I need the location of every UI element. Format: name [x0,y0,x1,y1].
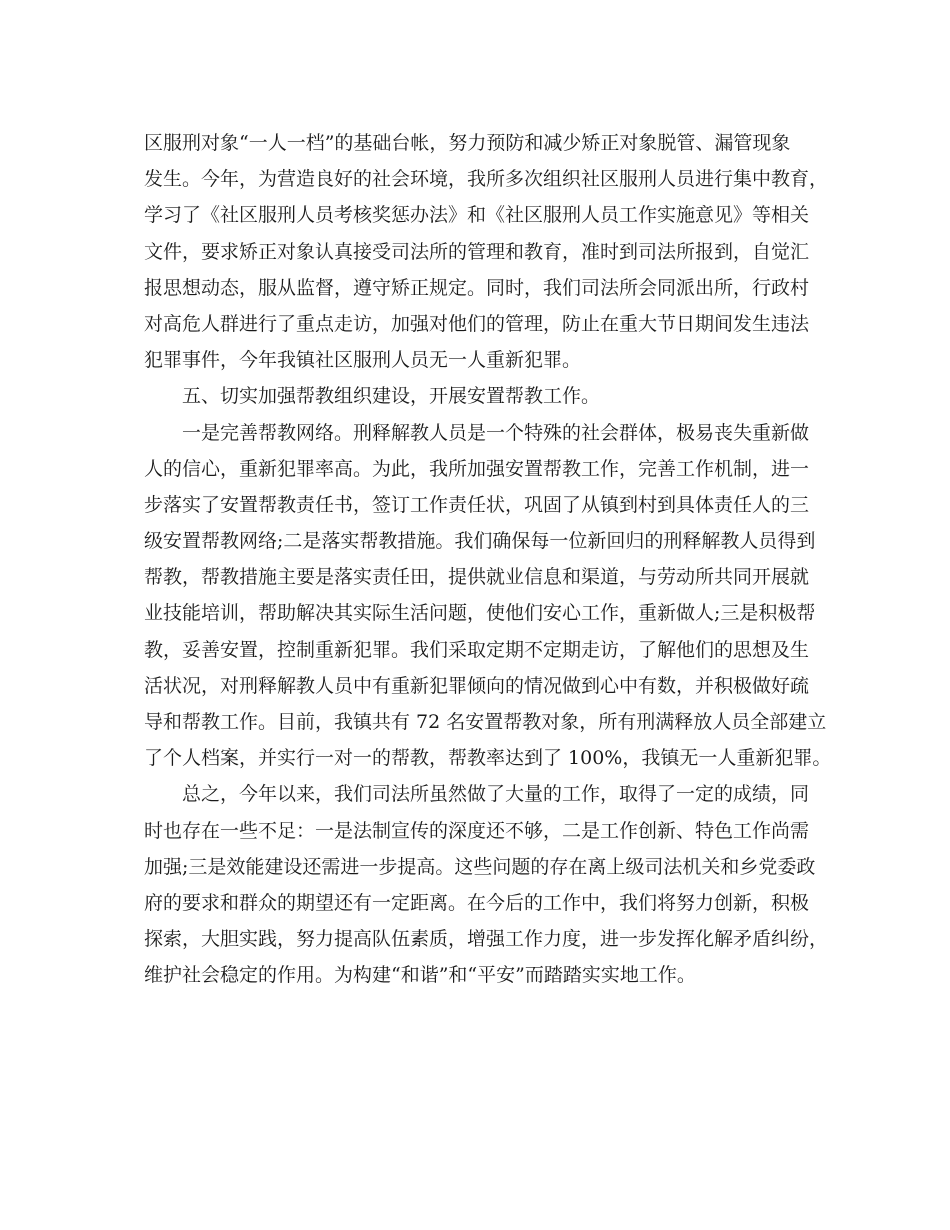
text-line: 犯罪事件，今年我镇社区服刑人员无一人重新犯罪。 [144,349,582,372]
text-line: 发生。今年，为营造良好的社会环境，我所多次组织社区服刑人员进行集中教育， [144,168,829,191]
text-line: 学习了《社区服刑人员考核奖惩办法》和《社区服刑人员工作实施意见》等相关 [144,204,810,227]
text-line: 人的信心，重新犯罪率高。为此，我所加强安置帮教工作，完善工作机制，进一 [144,457,810,480]
text-line: 了个人档案，并实行一对一的帮教，帮教率达到了 100%，我镇无一人重新犯罪。 [144,747,832,770]
text-line: 府的要求和群众的期望还有一定距离。在今后的工作中，我们将努力创新，积极 [144,891,810,914]
text-line: 导和帮教工作。目前，我镇共有 72 名安置帮教对象，所有刑满释放人员全部建立 [144,711,827,733]
section-heading: 五、切实加强帮教组织建设，开展安置帮教工作。 [182,385,601,408]
text-line: 活状况，对刑释解教人员中有重新犯罪倾向的情况做到心中有数，并积极做好疏 [144,674,810,697]
text-line: 报思想动态，服从监督，遵守矫正规定。同时，我们司法所会同派出所，行政村 [144,276,810,299]
text-line: 探索，大胆实践，努力提高队伍素质，增强工作力度，进一步发挥化解矛盾纠纷， [144,928,829,951]
text-line: 一是完善帮教网络。刑释解教人员是一个特殊的社会群体，极易丧失重新做 [182,421,810,444]
text-line: 对高危人群进行了重点走访，加强对他们的管理，防止在重大节日期间发生违法 [144,312,810,335]
text-line: 业技能培训，帮助解决其实际生活问题，使他们安心工作，重新做人;三是积极帮 [144,602,816,625]
text-line: 帮教，帮教措施主要是落实责任田，提供就业信息和渠道，与劳动所共同开展就 [144,566,810,589]
text-line: 教，妥善安置，控制重新犯罪。我们采取定期不定期走访，了解他们的思想及生 [144,638,810,661]
text-line: 总之，今年以来，我们司法所虽然做了大量的工作，取得了一定的成绩，同 [182,783,810,806]
text-line: 区服刑对象“一人一档”的基础台帐，努力预防和减少矫正对象脱管、漏管现象 [144,132,791,154]
text-line: 文件，要求矫正对象认真接受司法所的管理和教育，准时到司法所报到，自觉汇 [144,240,810,263]
text-line: 步落实了安置帮教责任书，签订工作责任状，巩固了从镇到村到具体责任人的三 [144,493,810,516]
text-line: 时也存在一些不足：一是法制宣传的深度还不够，二是工作创新、特色工作尚需 [144,819,810,842]
text-line: 级安置帮教网络;二是落实帮教措施。我们确保每一位新回归的刑释解教人员得到 [144,530,816,553]
text-line: 维护社会稳定的作用。为构建“和谐”和“平安”而踏踏实实地工作。 [144,964,696,987]
text-line: 加强;三是效能建设还需进一步提高。这些问题的存在离上级司法机关和乡党委政 [144,855,816,878]
document-body [144,125,832,994]
